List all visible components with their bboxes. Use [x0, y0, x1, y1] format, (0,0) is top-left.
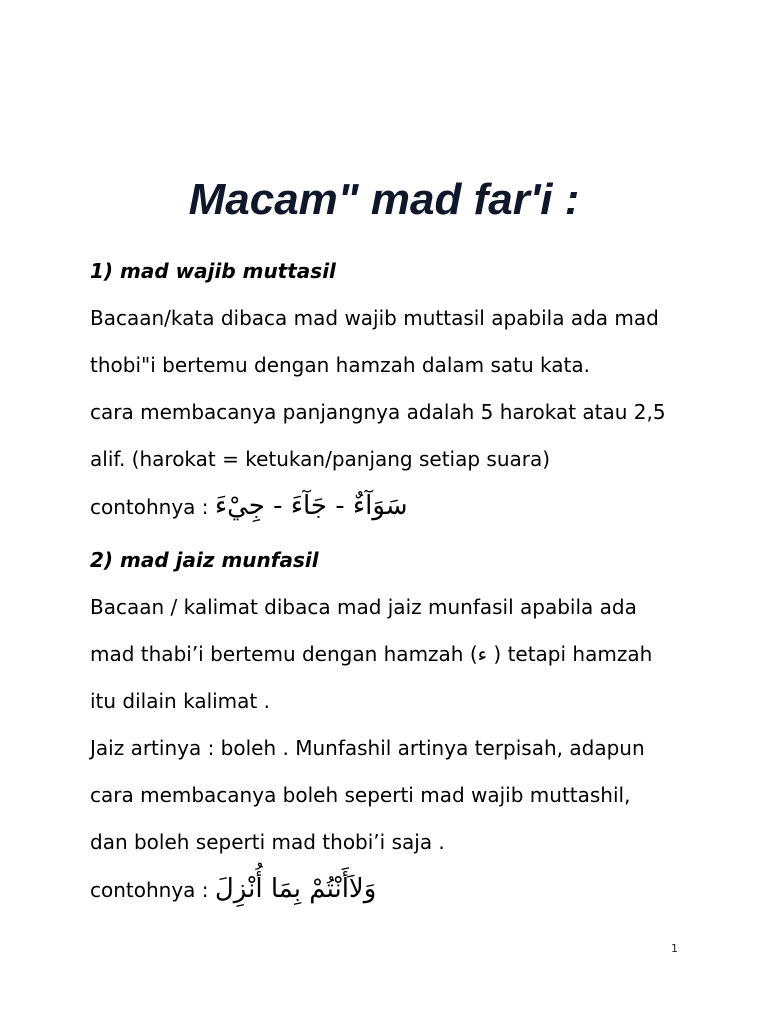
section-mad-wajib-muttasil [90, 248, 690, 530]
paragraph-line: itu dilain kalimat . [90, 689, 270, 713]
example-arabic-text: سَوَآءٌ - جَآءَ - جِيْءَ [214, 491, 408, 521]
paragraph-line: alif. (harokat = ketukan/panjang setiap suara) [90, 447, 551, 471]
paragraph-line: Jaiz artinya : boleh . Munfashil artinya terpisah, adapun [90, 736, 645, 760]
paragraph-line: dan boleh seperti mad thobi’i saja . [90, 830, 445, 854]
paragraph-line: cara membacanya boleh seperti mad wajib muttashil, [90, 783, 631, 807]
page-number: 1 [671, 942, 678, 955]
example-line [90, 866, 690, 913]
section-mad-jaiz-munfasil [90, 537, 690, 913]
example-label: contohnya : [90, 495, 215, 519]
paragraph-line: Bacaan/kata dibaca mad wajib muttasil apabila ada mad [90, 306, 659, 330]
paragraph-line: mad thabi’i bertemu dengan hamzah (ء ) tetapi hamzah [90, 642, 653, 666]
paragraph-line: thobi"i bertemu dengan hamzah dalam satu kata. [90, 353, 590, 377]
paragraph-line: Bacaan / kalimat dibaca mad jaiz munfasil apabila ada [90, 595, 637, 619]
section-heading: 2) mad jaiz munfasil [90, 548, 319, 572]
page-title: Macam" mad far'i : [188, 175, 580, 224]
paragraph-line: cara membacanya panjangnya adalah 5 harokat atau 2,5 [90, 400, 666, 424]
example-line [90, 483, 690, 530]
example-arabic-text: وَلاَأَنْتُمْ بِمَا أُنْزِلَ [214, 874, 377, 904]
section-heading: 1) mad wajib muttasil [90, 259, 336, 283]
example-label: contohnya : [90, 878, 215, 902]
